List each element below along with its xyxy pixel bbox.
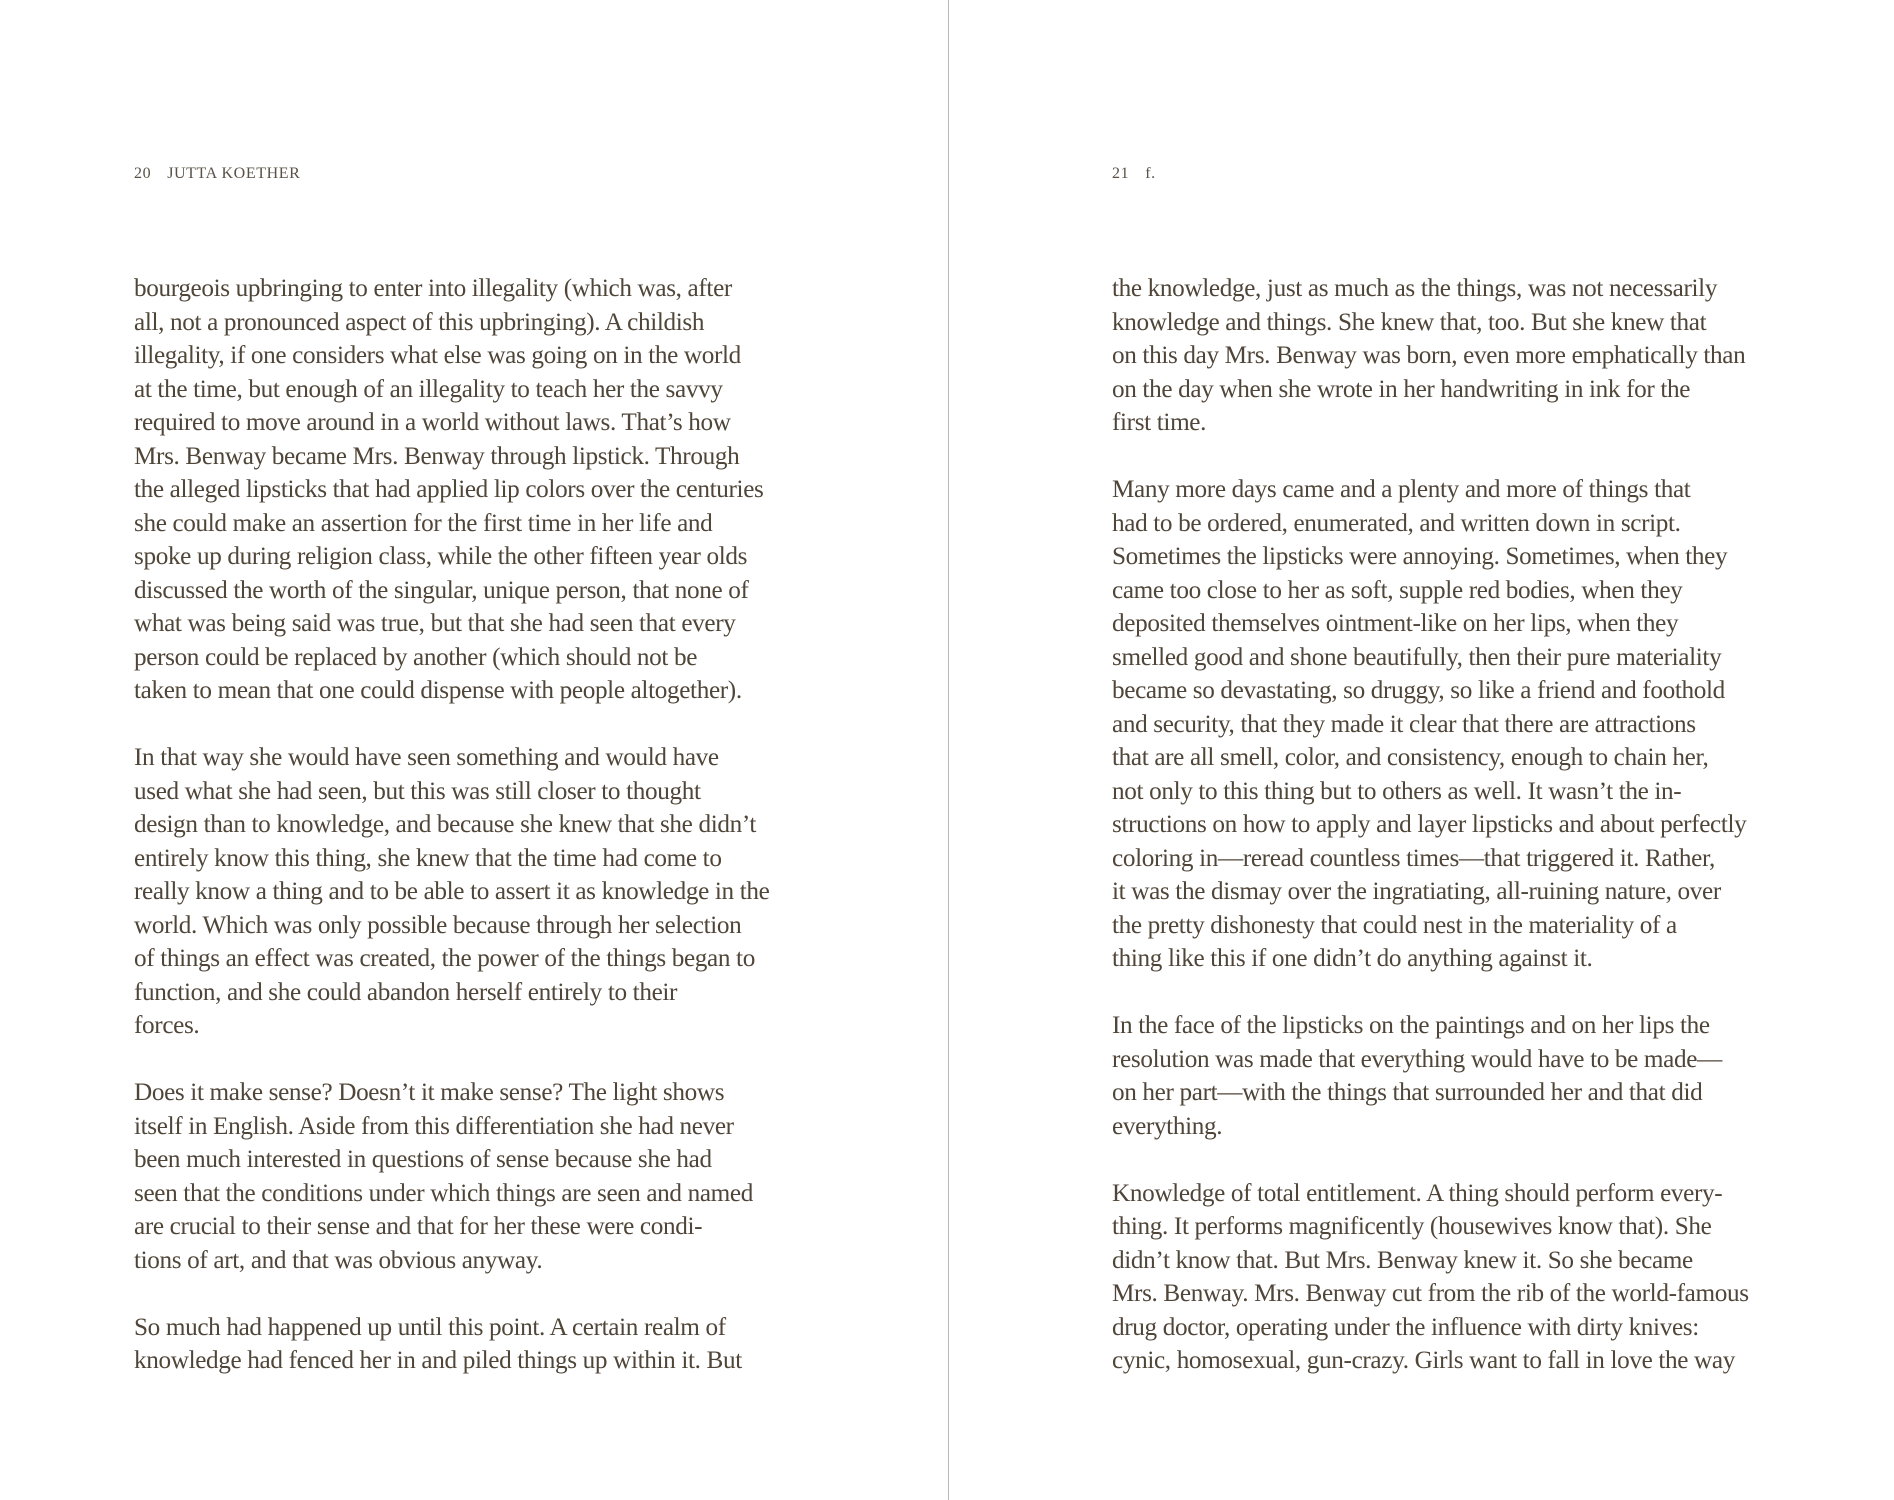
text-line: came too close to her as soft, supple red bodies, when they: [1112, 576, 1683, 604]
text-line: resolution was made that everything would have to be made—: [1112, 1045, 1722, 1073]
text-line: cynic, homosexual, gun-crazy. Girls want to fall in love the way: [1112, 1347, 1735, 1374]
text-line: the pretty dishonesty that could nest in the materiality of a: [1112, 911, 1677, 939]
text-line: discussed the worth of the singular, unique person, that none of: [134, 576, 749, 604]
text-line: used what she had seen, but this was still closer to thought: [134, 777, 701, 805]
text-line: on this day Mrs. Benway was born, even more emphatically than: [1112, 342, 1746, 369]
text-line: thing. It performs magnificently (housewives know that). She: [1112, 1213, 1712, 1240]
text-line: Mrs. Benway became Mrs. Benway through lipstick. Through: [134, 442, 740, 470]
text-line: design than to knowledge, and because she knew that she didn’t: [134, 811, 757, 838]
body-paragraph: [1112, 272, 1749, 440]
text-line: smelled good and shone beautifully, then their pure materiality: [1112, 643, 1722, 671]
text-line: coloring in—reread countless times—that triggered it. Rather,: [1112, 844, 1715, 872]
text-line: didn’t know that. But Mrs. Benway knew it. So she became: [1112, 1246, 1693, 1274]
text-line: really know a thing and to be able to assert it as knowledge in the: [134, 878, 770, 905]
left-text-block: [134, 272, 769, 1411]
text-line: she could make an assertion for the first time in her life and: [134, 509, 713, 537]
left-running-title: JUTTA KOETHER: [167, 165, 301, 182]
text-line: itself in English. Aside from this differentiation she had never: [134, 1112, 734, 1140]
text-line: not only to this thing but to others as well. It wasn’t the in-: [1112, 777, 1682, 805]
text-line: tions of art, and that was obvious anyway.: [134, 1246, 543, 1274]
left-page-number: 20: [134, 165, 152, 182]
text-line: became so devastating, so druggy, so like a friend and foothold: [1112, 677, 1725, 704]
text-line: Mrs. Benway. Mrs. Benway cut from the rib of the world-famous: [1112, 1280, 1749, 1307]
text-line: and security, that they made it clear that there are attractions: [1112, 710, 1696, 738]
text-line: So much had happened up until this point. A certain realm of: [134, 1313, 726, 1341]
text-line: the alleged lipsticks that had applied lip colors over the centuries: [134, 476, 764, 503]
text-line: forces.: [134, 1012, 200, 1039]
right-running-title: f.: [1145, 165, 1156, 182]
text-line: Knowledge of total entitlement. A thing should perform every-: [1112, 1179, 1723, 1207]
text-line: Does it make sense? Doesn’t it make sense? The light shows: [134, 1079, 725, 1106]
text-line: thing like this if one didn’t do anything against it.: [1112, 945, 1593, 972]
text-line: deposited themselves ointment-like on her lips, when they: [1112, 610, 1679, 637]
text-line: the knowledge, just as much as the things, was not necessarily: [1112, 275, 1718, 302]
right-page-number: 21: [1112, 165, 1130, 182]
text-line: had to be ordered, enumerated, and written down in script.: [1112, 509, 1681, 537]
right-running-head: [1112, 165, 1156, 183]
text-line: required to move around in a world without laws. That’s how: [134, 409, 731, 436]
text-line: it was the dismay over the ingratiating, all-ruining nature, over: [1112, 878, 1721, 905]
body-paragraph: [134, 1311, 769, 1378]
text-line: structions on how to apply and layer lipsticks and about perfectly: [1112, 811, 1747, 838]
text-line: seen that the conditions under which things are seen and named: [134, 1179, 753, 1207]
body-paragraph: [134, 1076, 769, 1277]
text-line: all, not a pronounced aspect of this upbringing). A childish: [134, 308, 705, 336]
text-line: illegality, if one considers what else was going on in the world: [134, 342, 741, 369]
text-line: entirely know this thing, she knew that the time had come to: [134, 844, 722, 872]
text-line: that are all smell, color, and consistency, enough to chain her,: [1112, 744, 1709, 771]
body-paragraph: [1112, 1177, 1749, 1378]
text-line: of things an effect was created, the power of the things began to: [134, 945, 755, 972]
text-line: knowledge and things. She knew that, too. But she knew that: [1112, 308, 1707, 336]
text-line: what was being said was true, but that she had seen that every: [134, 610, 736, 637]
text-line: been much interested in questions of sense because she had: [134, 1146, 712, 1173]
text-line: In the face of the lipsticks on the paintings and on her lips the: [1112, 1012, 1710, 1039]
text-line: In that way she would have seen something and would have: [134, 744, 719, 771]
text-line: at the time, but enough of an illegality to teach her the savvy: [134, 375, 723, 403]
book-gutter: [948, 0, 949, 1500]
body-paragraph: [134, 272, 769, 708]
text-line: person could be replaced by another (which should not be: [134, 643, 698, 671]
right-text-block: [1112, 272, 1749, 1411]
text-line: spoke up during religion class, while the other fifteen year olds: [134, 543, 748, 570]
text-line: everything.: [1112, 1112, 1223, 1140]
text-line: on the day when she wrote in her handwriting in ink for the: [1112, 375, 1691, 403]
text-line: Sometimes the lipsticks were annoying. Sometimes, when they: [1112, 543, 1728, 570]
text-line: knowledge had fenced her in and piled things up within it. But: [134, 1347, 742, 1374]
text-line: first time.: [1112, 409, 1207, 436]
left-running-head: [134, 165, 300, 183]
body-paragraph: [1112, 473, 1749, 976]
body-paragraph: [134, 741, 769, 1043]
text-line: bourgeois upbringing to enter into illegality (which was, after: [134, 275, 732, 302]
text-line: Many more days came and a plenty and more of things that: [1112, 476, 1691, 503]
text-line: world. Which was only possible because through her selection: [134, 911, 742, 939]
right-page: [950, 0, 1894, 1500]
text-line: drug doctor, operating under the influence with dirty knives:: [1112, 1313, 1699, 1341]
text-line: function, and she could abandon herself entirely to their: [134, 978, 678, 1006]
text-line: are crucial to their sense and that for her these were condi-: [134, 1213, 703, 1240]
text-line: taken to mean that one could dispense with people altogether).: [134, 677, 742, 704]
body-paragraph: [1112, 1009, 1749, 1143]
text-line: on her part—with the things that surrounded her and that did: [1112, 1079, 1703, 1106]
